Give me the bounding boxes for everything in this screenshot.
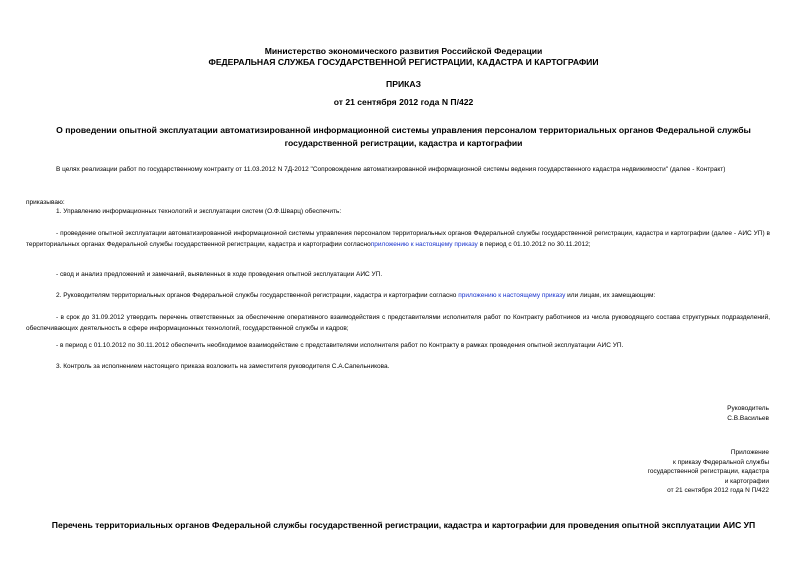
order-word: приказываю: bbox=[26, 199, 65, 206]
item-2-b: - в период с 01.10.2012 по 30.11.2012 обеспечить необходимое взаимодействие с представителями исполнителя работ по Контракту в рамках проведения опытной эксплуатации АИС УП. bbox=[56, 342, 624, 349]
subject-line-2: государственной регистрации, кадастра и картографии bbox=[284, 138, 523, 148]
item-1-b: - свод и анализ предложений и замечаний, выявленных в ходе проведения опытной эксплуатации АИС УП. bbox=[56, 271, 383, 278]
item-1-a bbox=[26, 229, 770, 250]
item-1: 1. Управлению информационных технологий и эксплуатации систем (О.Ф.Шварц) обеспечить: bbox=[56, 208, 342, 215]
item-1-a-text: - проведение опытной эксплуатации автоматизированной информационной системы управления персоналом территориальных органов Федеральной службы государственной регистрации, кадастра и картографии (далее - АИС УП) в территориальных органах Федеральной службы государственной регистрации, кадастра и картографии согласно bbox=[26, 230, 770, 248]
signature-name: С.В.Васильев bbox=[727, 414, 769, 422]
item-2-text: 2. Руководителям территориальных органов Федеральной службы государственной регистрации, кадастра и картографии согласно bbox=[56, 292, 459, 299]
appendix-line-4: и картографии bbox=[724, 477, 769, 485]
item-3: 3. Контроль за исполнением настоящего приказа возложить на заместителя руководителя С.А.Сапельникова. bbox=[56, 363, 390, 370]
document-date-number: от 21 сентября 2012 года N П/422 bbox=[333, 97, 474, 107]
service-name: ФЕДЕРАЛЬНАЯ СЛУЖБА ГОСУДАРСТВЕННОЙ РЕГИСТРАЦИИ, КАДАСТРА И КАРТОГРАФИИ bbox=[208, 57, 599, 67]
appendix-header bbox=[648, 448, 769, 496]
item-1-a-tail: в период с 01.10.2012 по 30.11.2012; bbox=[477, 240, 591, 248]
appendix-line-3: государственной регистрации, кадастра bbox=[647, 468, 769, 475]
subject-line-1: О проведении опытной эксплуатации автоматизированной информационной системы управления персоналом территориальных органов Федеральной службы bbox=[56, 125, 751, 135]
document-type: ПРИКАЗ bbox=[386, 79, 421, 89]
appendix-link-2[interactable]: приложению к настоящему приказу bbox=[458, 292, 566, 299]
appendix-title: Перечень территориальных органов Федеральной службы государственной регистрации, кадастра и картографии для проведения опытной эксплуатации АИС УП bbox=[51, 520, 756, 530]
item-2 bbox=[26, 291, 770, 302]
appendix-line-5: от 21 сентября 2012 года N П/422 bbox=[667, 487, 769, 494]
ministry-name: Министерство экономического развития Российской Федерации bbox=[264, 46, 543, 56]
signature-block bbox=[727, 404, 769, 423]
document-subject bbox=[20, 124, 787, 150]
item-2-a: - в срок до 31.09.2012 утвердить перечень ответственных за обеспечение оперативного взаимодействия с представителями исполнителя работ по Контракту работников из числа руководящего состава структурных подразделений, обеспечивающих деятельность в сфере информационных технологий, государственной службы и кадров; bbox=[26, 314, 770, 332]
item-2-tail: или лицам, их замещающим: bbox=[565, 292, 656, 299]
signature-position: Руководитель bbox=[727, 405, 769, 412]
appendix-link-1[interactable]: приложению к настоящему приказу bbox=[370, 240, 478, 248]
intro-paragraph: В целях реализации работ по государственному контракту от 11.03.2012 N 7Д-2012 "Сопровождение автоматизированной информационной системы ведения государственного кадастра недвижимости" (далее - Контракт) bbox=[56, 166, 726, 173]
appendix-line-2: к приказу Федеральной службы bbox=[673, 458, 769, 466]
appendix-line-1: Приложение bbox=[730, 449, 769, 456]
